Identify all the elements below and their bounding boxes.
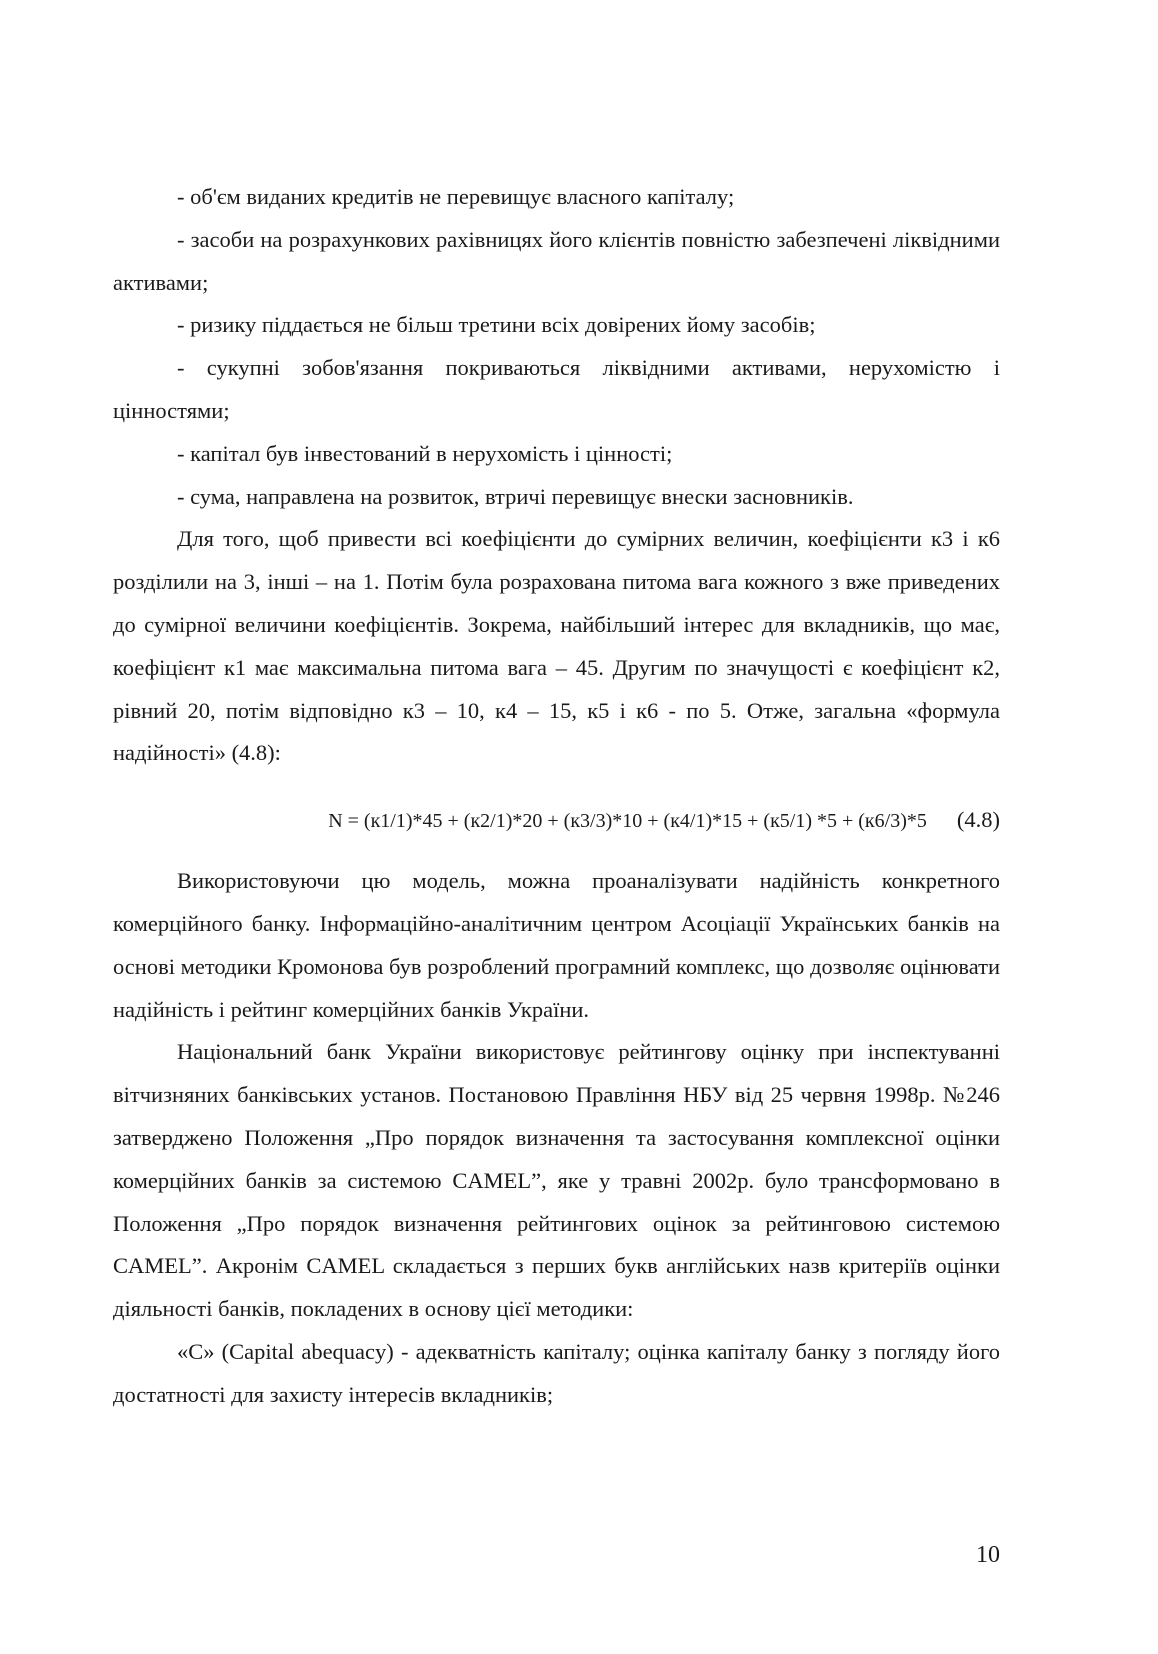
list-item-bullet-5: - капітал був інвестований в нерухомість і цінності; <box>177 440 673 466</box>
formula-number: (4.8) <box>956 807 1000 833</box>
paragraph-capital-adequacy: «С» (Capital abequacy) - адекватність капіталу; оцінка капіталу банку з погляду його достатності для захисту інтересів вкладників; <box>113 1338 1000 1407</box>
paragraph-coefficients: Для того, щоб привести всі коефіцієнти до сумірних величин, коефіцієнти к3 і к6 розділили на 3, інші – на 1. Потім була розрахована питома вага кожного з вже приведених до сумірної величини коефіцієнтів. Зокрема, найбільший інтерес для вкладників, що має, коефіцієнт к1 має максимальна питома вага – 45. Другим по значущості є коефіцієнт к2, рівний 20, потім відповідно к3 – 10, к4 – 15, к5 і к6 - по 5. Отже, загальна «формула надійності» (4.8): <box>113 526 1000 766</box>
formula-expression: N = (к1/1)*45 + (к2/1)*20 + (к3/3)*10 + (к4/1)*15 + (к5/1) *5 + (к6/3)*5 <box>328 810 927 833</box>
paragraph-model-usage: Використовуючи цю модель, можна проаналізувати надійність конкретного комерційного банку. Інформаційно-аналітичним центром Асоціації Українських банків на основі методики Кромонова був розроблений програмний комплекс, що дозволяє оцінювати надійність і рейтинг комерційних банків України. <box>113 868 1000 1022</box>
list-item-bullet-1: - об'єм виданих кредитів не перевищує власного капіталу; <box>177 184 735 209</box>
list-item-bullet-6: - сума, направлена на розвиток, втричі перевищує внески засновників. <box>177 483 854 509</box>
paragraph-nbu-camel: Національний банк України використовує рейтингову оцінку при інспектуванні вітчизняних банківських установ. Постановою Правління НБУ від 25 червня 1998р. №246 затверджено Положення „Про порядок визначення та застосування комплексної оцінки комерційних банків за системою CAMEL”, яке у травні 2002р. було трансформовано в Положення „Про порядок визначення рейтингових оцінок за рейтинговою системою CAMEL”. Акронім CAMEL складається з перших букв англійських назв критеріїв оцінки діяльності банків, покладених в основу цієї методики: <box>113 1039 1000 1322</box>
body-text <box>113 176 1000 1417</box>
reliability-formula <box>113 799 1000 842</box>
list-item-bullet-3: - ризику піддається не більш третини всіх довірених йому засобів; <box>177 312 816 338</box>
page-number: 10 <box>976 1542 1000 1568</box>
list-item-bullet-4: - сукупні зобов'язання покриваються ліквідними активами, нерухомістю і цінностями; <box>113 355 1000 423</box>
list-item-bullet-2: - засоби на розрахункових рахівницях його клієнтів повністю забезпечені ліквідними активами; <box>113 226 1000 295</box>
